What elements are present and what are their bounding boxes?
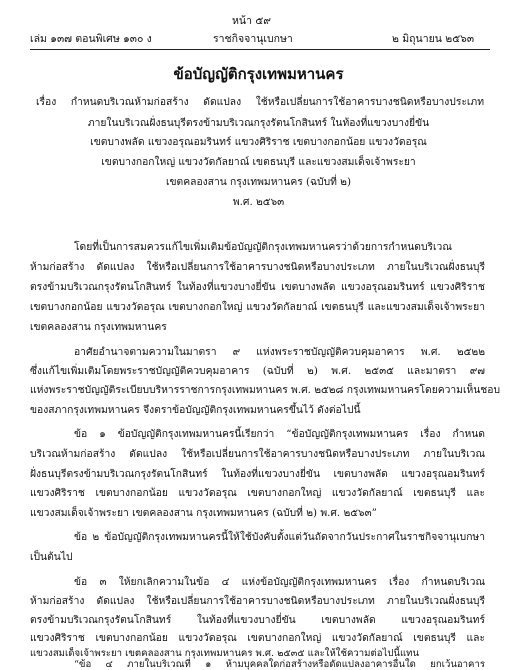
authority-line: ของสภากรุงเทพมหานคร จึงตราข้อบัญญัติกรุงเทพมหานครขึ้นไว้ ดังต่อไปนี้ (30, 404, 361, 416)
clause-2-line: เป็นต้นไป (30, 551, 73, 563)
subject-line: เขตคลองสาน กรุงเทพมหานคร (ฉบับที่ ๒) (166, 176, 351, 188)
gazette-name: ราชกิจจานุเบกษา (213, 33, 293, 45)
document-title: ข้อบัญญัติกรุงเทพมหานคร (173, 65, 344, 83)
clause-3-line: แขวงศิริราช เขตบางกอกน้อย แขวงวัดอรุณ เขตบางกอกใหญ่ แขวงวัดกัลยาณ์ เขตธนบุรี และ (30, 632, 485, 644)
preamble-line: เขตคลองสาน กรุงเทพมหานคร (30, 321, 167, 333)
clause-1-line: ข้อ ๑ ข้อบัญญัติกรุงเทพมหานครนี้เรียกว่า “ข้อบัญญัติกรุงเทพมหานคร เรื่อง กำหนด (74, 428, 485, 440)
clause-2-line: ข้อ ๒ ข้อบัญญัติกรุงเทพมหานครนี้ให้ใช้บังคับตั้งแต่วันถัดจากวันประกาศในราชกิจจานุเบกษา (74, 531, 485, 543)
clause-4-line: “ข้อ ๔ ภายในบริเวณที่ ๑ ห้ามบุคคลใดก่อสร้างหรือดัดแปลงอาคารอื่นใด ยกเว้นอาคาร (74, 659, 485, 670)
preamble-line: ห้ามก่อสร้าง ดัดแปลง ใช้หรือเปลี่ยนการใช้อาคารบางชนิดหรือบางประเภท ภายในบริเวณฝั่งธนบุรี (30, 261, 485, 273)
clause-3-line: ห้ามก่อสร้าง ดัดแปลง ใช้หรือเปลี่ยนการใช้อาคารบางชนิดหรือบางประเภท ภายในบริเวณฝั่งธนบุรี (30, 595, 485, 607)
authority-line: ซึ่งแก้ไขเพิ่มเติมโดยพระราชบัญญัติควบคุมอาคาร (ฉบับที่ ๒) พ.ศ. ๒๕๓๕ และมาตรา ๙๗ (30, 365, 485, 377)
clause-1-line: บริเวณห้ามก่อสร้าง ดัดแปลง ใช้หรือเปลี่ยนการใช้อาคารบางชนิดหรือบางประเภท ภายในบริเวณ (30, 448, 485, 460)
authority-line: แห่งพระราชบัญญัติระเบียบบริหารราชการกรุงเทพมหานคร พ.ศ. ๒๕๒๘ กรุงเทพมหานครโดยความเห็นชอบ (30, 384, 501, 396)
preamble-line: เขตบางกอกน้อย แขวงวัดอรุณ เขตบางกอกใหญ่ แขวงวัดกัลยาณ์ เขตธนบุรี และแขวงสมเด็จเจ้าพระยา (30, 301, 485, 313)
gazette-date: ๒ มิถุนายน ๒๕๖๓ (392, 33, 474, 45)
gazette-volume: เล่ม ๑๓๗ ตอนพิเศษ ๑๓๐ ง (30, 33, 152, 45)
page-number: หน้า ๕๙ (232, 15, 271, 27)
clause-3-line: ตรงข้ามบริเวณกรุงรัตนโกสินทร์ ในท้องที่แขวงบางยี่ขัน เขตบางพลัด แขวงอรุณอมรินทร์ (30, 614, 485, 626)
subject-line: ภายในบริเวณฝั่งธนบุรีตรงข้ามบริเวณกรุงรัตนโกสินทร์ ในท้องที่แขวงบางยี่ขัน (87, 117, 430, 129)
subject-line: เขตบางพลัด แขวงอรุณอมรินทร์ แขวงศิริราช เขตบางกอกน้อย แขวงวัดอรุณ (90, 136, 427, 148)
document-year: พ.ศ. ๒๕๖๓ (232, 196, 285, 208)
preamble-line: โดยที่เป็นการสมควรแก้ไขเพิ่มเติมข้อบัญญัติกรุงเทพมหานครว่าด้วยการกำหนดบริเวณ (74, 241, 452, 253)
subject-line: เรื่อง กำหนดบริเวณห้ามก่อสร้าง ดัดแปลง ใช้หรือเปลี่ยนการใช้อาคารบางชนิดหรือบางประเภท (36, 96, 484, 108)
clause-1-line: ฝั่งธนบุรีตรงข้ามบริเวณกรุงรัตนโกสินทร์ ในท้องที่แขวงบางยี่ขัน เขตบางพลัด แขวงอรุณอมรินทร์ (30, 468, 485, 480)
subject-line: เขตบางกอกใหญ่ แขวงวัดกัลยาณ์ เขตธนบุรี และแขวงสมเด็จเจ้าพระยา (101, 156, 416, 168)
clause-1-line: แขวงสมเด็จเจ้าพระยา เขตคลองสาน กรุงเทพมหานคร (ฉบับที่ ๒) พ.ศ. ๒๕๖๓” (30, 507, 377, 519)
clause-3-line: ข้อ ๓ ให้ยกเลิกความในข้อ ๔ แห่งข้อบัญญัติกรุงเทพมหานคร เรื่อง กำหนดบริเวณ (74, 576, 485, 588)
clause-3-line: แขวงสมเด็จเจ้าพระยา เขตคลองสาน กรุงเทพมหานคร พ.ศ. ๒๕๓๕ และให้ใช้ความต่อไปนี้แทน (30, 648, 420, 659)
header-divider (30, 49, 490, 50)
authority-line: อาศัยอำนาจตามความในมาตรา ๙ แห่งพระราชบัญญัติควบคุมอาคาร พ.ศ. ๒๕๒๒ (74, 346, 485, 358)
clause-1-line: แขวงศิริราช เขตบางกอกน้อย แขวงวัดอรุณ เขตบางกอกใหญ่ แขวงวัดกัลยาณ์ เขตธนบุรี และ (30, 487, 485, 499)
preamble-line: ตรงข้ามบริเวณกรุงรัตนโกสินทร์ ในท้องที่แขวงบางยี่ขัน เขตบางพลัด แขวงอรุณอมรินทร์ แขวงศิริราช (30, 281, 485, 293)
